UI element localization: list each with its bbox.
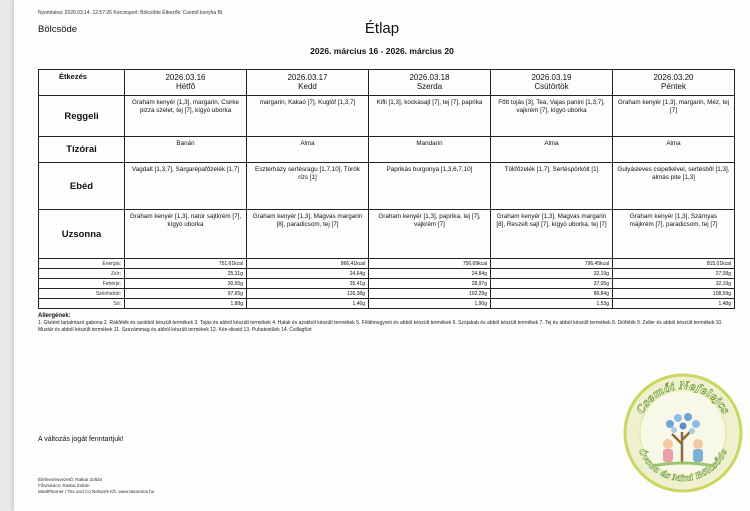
day-name: Péntek: [661, 82, 686, 92]
day-date: 2026.03.20: [653, 73, 694, 82]
nutrition-value: 27,08g: [613, 269, 735, 279]
nutrition-value: 35,41g: [247, 279, 369, 289]
meal-label: Tízórai: [39, 137, 125, 163]
company-name: Bölcsöde: [38, 24, 78, 35]
menu-cell: Gulyásleves csipetkével, sertésből [1,3], almás pite [1,3]: [613, 163, 735, 210]
day-header: [491, 70, 613, 96]
nutrition-value: 1,48g: [613, 299, 735, 309]
menu-cell: Graham kenyér [1,3], margarin, Csirke pizza szelet, tej [7], kígyó uborka: [125, 96, 247, 137]
nutrition-value: 756,69kcal: [369, 259, 491, 269]
nutrition-label: Só:: [39, 299, 125, 309]
meal-row-ebed: [39, 163, 735, 210]
day-name: Kedd: [298, 82, 317, 92]
day-name: Szerda: [416, 82, 443, 92]
menu-cell: Tökfőzelék [1,7], Sertéspörkölt [1]: [491, 163, 613, 210]
svg-text:Csemői Nefelejcs: Csemői Nefelejcs: [634, 379, 732, 417]
footer-manager: Élelmezésvezető: Ratkai Zoltán: [38, 477, 103, 482]
menu-cell: Alma: [491, 137, 613, 163]
menu-cell: Graham kenyér [1,3], Magvas margarin [8], paradicsom, tej [7]: [247, 210, 369, 259]
day-header: [247, 70, 369, 96]
nutrition-value: 126,38g: [247, 289, 369, 299]
nutrition-value: 1,53g: [491, 299, 613, 309]
nutrition-value: 32,19g: [613, 279, 735, 289]
menu-cell: Graham kenyér [1,3], paprika, tej [7], vajkrém [7]: [369, 210, 491, 259]
nutrition-value: 102,29g: [369, 289, 491, 299]
day-header: [613, 70, 735, 96]
menu-cell: Graham kenyér [1,3], natúr sajtkrém [7], kígyó uborka: [125, 210, 247, 259]
nutrition-value: 751,61kcal: [125, 259, 247, 269]
nutrition-value: 1,88g: [125, 299, 247, 309]
nutrition-value: 815,01kcal: [613, 259, 735, 269]
print-info: Nyomtatva: 2026.03.14. 12:57:26 Korcsoport: Bölcsőde Étkezők: Csemő konyha Bt: [38, 10, 223, 16]
nutrition-value: 108,59g: [613, 289, 735, 299]
menu-cell: Eszterházy sertésragu [1,7,10], Török rizs [1]: [247, 163, 369, 210]
nutrition-label: Szénhidrát:: [39, 289, 125, 299]
menu-cell: Alma: [613, 137, 735, 163]
footer-chef: Főszakács: Ratkai Zoltán: [38, 483, 90, 489]
meal-label: Ebéd: [39, 163, 125, 210]
page-title: Étlap: [364, 20, 400, 37]
menu-cell: Graham kenyér [1,3], margarin, Méz, tej [7]: [613, 96, 735, 137]
nutrition-row-energy: [39, 259, 735, 269]
menu-cell: margarin, Kakaó [7], Kuglóf [1,3,7]: [247, 96, 369, 137]
corner-label: Étkezés: [39, 70, 125, 96]
meal-row-uzsonna: [39, 210, 735, 259]
day-header: [369, 70, 491, 96]
nutrition-row-protein: [39, 279, 735, 289]
date-range: 2026. március 16 - 2026. március 20: [310, 46, 454, 56]
nutrition-label: Zsír:: [39, 269, 125, 279]
menu-cell: Vagdalt [1,3,7], Sárgarépafőzelék [1,7]: [125, 163, 247, 210]
day-name: Hétfő: [175, 82, 196, 92]
meal-row-reggeli: [39, 96, 735, 137]
nutrition-value: 37,05g: [491, 279, 613, 289]
menu-cell: Főtt tojás [3], Tea, Vajas panini [1,3,7], vajkrém [7], kígyó uborka: [491, 96, 613, 137]
day-name: Csütörtök: [534, 82, 569, 92]
nutrition-value: 1,46g: [247, 299, 369, 309]
nutrition-value: 30,65g: [125, 279, 247, 289]
meal-label: Reggeli: [39, 96, 125, 137]
nutrition-value: 86,84g: [491, 289, 613, 299]
menu-cell: Mandarin: [369, 137, 491, 163]
allergens-list: 1. Glutént tartalmazó gabona 2. Rákfélék és azokból készült termékek 3. Tojás és abból készült termékek 4. Halak és azokból készült termékek 5. Földimogyoró és abból készült termékek 6. Szójabab és abból készült termékek 7. Tej és abból készült termékek 8. Diófélék 9. Zeller és abból készült termékek 10. Mustár és abból készült termékek 11. Szezámmag és abból készült termékek 12. Kén-dioxid 13. Puhatestűek 14. Csillagfürt: [38, 320, 723, 333]
day-date: 2026.03.17: [287, 73, 328, 82]
nutrition-row-carbs: [39, 289, 735, 299]
nutrition-value: 25,31g: [125, 269, 247, 279]
svg-text:Óvoda és Mini Bölcsőde: Óvoda és Mini Bölcsőde: [636, 447, 730, 485]
meal-label: Uzsonna: [39, 210, 125, 259]
menu-cell: Kifli [1,3], kockasajt [7], tej [7], paprika: [369, 96, 491, 137]
nutrition-row-salt: [39, 299, 735, 309]
day-date: 2026.03.16: [165, 73, 206, 82]
kindergarten-logo: [622, 372, 744, 494]
day-date: 2026.03.19: [531, 73, 572, 82]
change-notice: A változás jogát fenntartjuk!: [38, 436, 124, 443]
nutrition-value: 796,45kcal: [491, 259, 613, 269]
nutrition-label: Fehérje:: [39, 279, 125, 289]
nutrition-row-fat: [39, 269, 735, 279]
nutrition-value: 32,19g: [491, 269, 613, 279]
day-header: [125, 70, 247, 96]
menu-cell: Paprikás burgonya [1,3,6,7,10]: [369, 163, 491, 210]
nutrition-value: 1,90g: [369, 299, 491, 309]
day-date: 2026.03.18: [409, 73, 450, 82]
menu-table: [38, 69, 735, 309]
allergens-title: Allergének:: [38, 313, 71, 319]
nutrition-value: 866,41kcal: [247, 259, 369, 269]
menu-cell: Graham kenyér [1,3], Magvas margarin [8], Reszelt sajt [7], kígyó uborka, tej [7]: [491, 210, 613, 259]
day-header-row: [39, 70, 735, 96]
meal-row-tizorai: [39, 137, 735, 163]
menu-cell: Alma: [247, 137, 369, 163]
nutrition-value: 24,64g: [247, 269, 369, 279]
nutrition-value: 28,97g: [369, 279, 491, 289]
nutrition-value: 97,65g: [125, 289, 247, 299]
footer-software: MealPlanner / Tex and Co Network Kft. www.tasandox.hu: [38, 489, 155, 495]
footer: [38, 477, 154, 496]
nutrition-label: Energia:: [39, 259, 125, 269]
nutrition-value: 24,84g: [369, 269, 491, 279]
menu-cell: Graham kenyér [1,3], Szárnyas májkrém [7], paradicsom, tej [7]: [613, 210, 735, 259]
menu-cell: Banán: [125, 137, 247, 163]
